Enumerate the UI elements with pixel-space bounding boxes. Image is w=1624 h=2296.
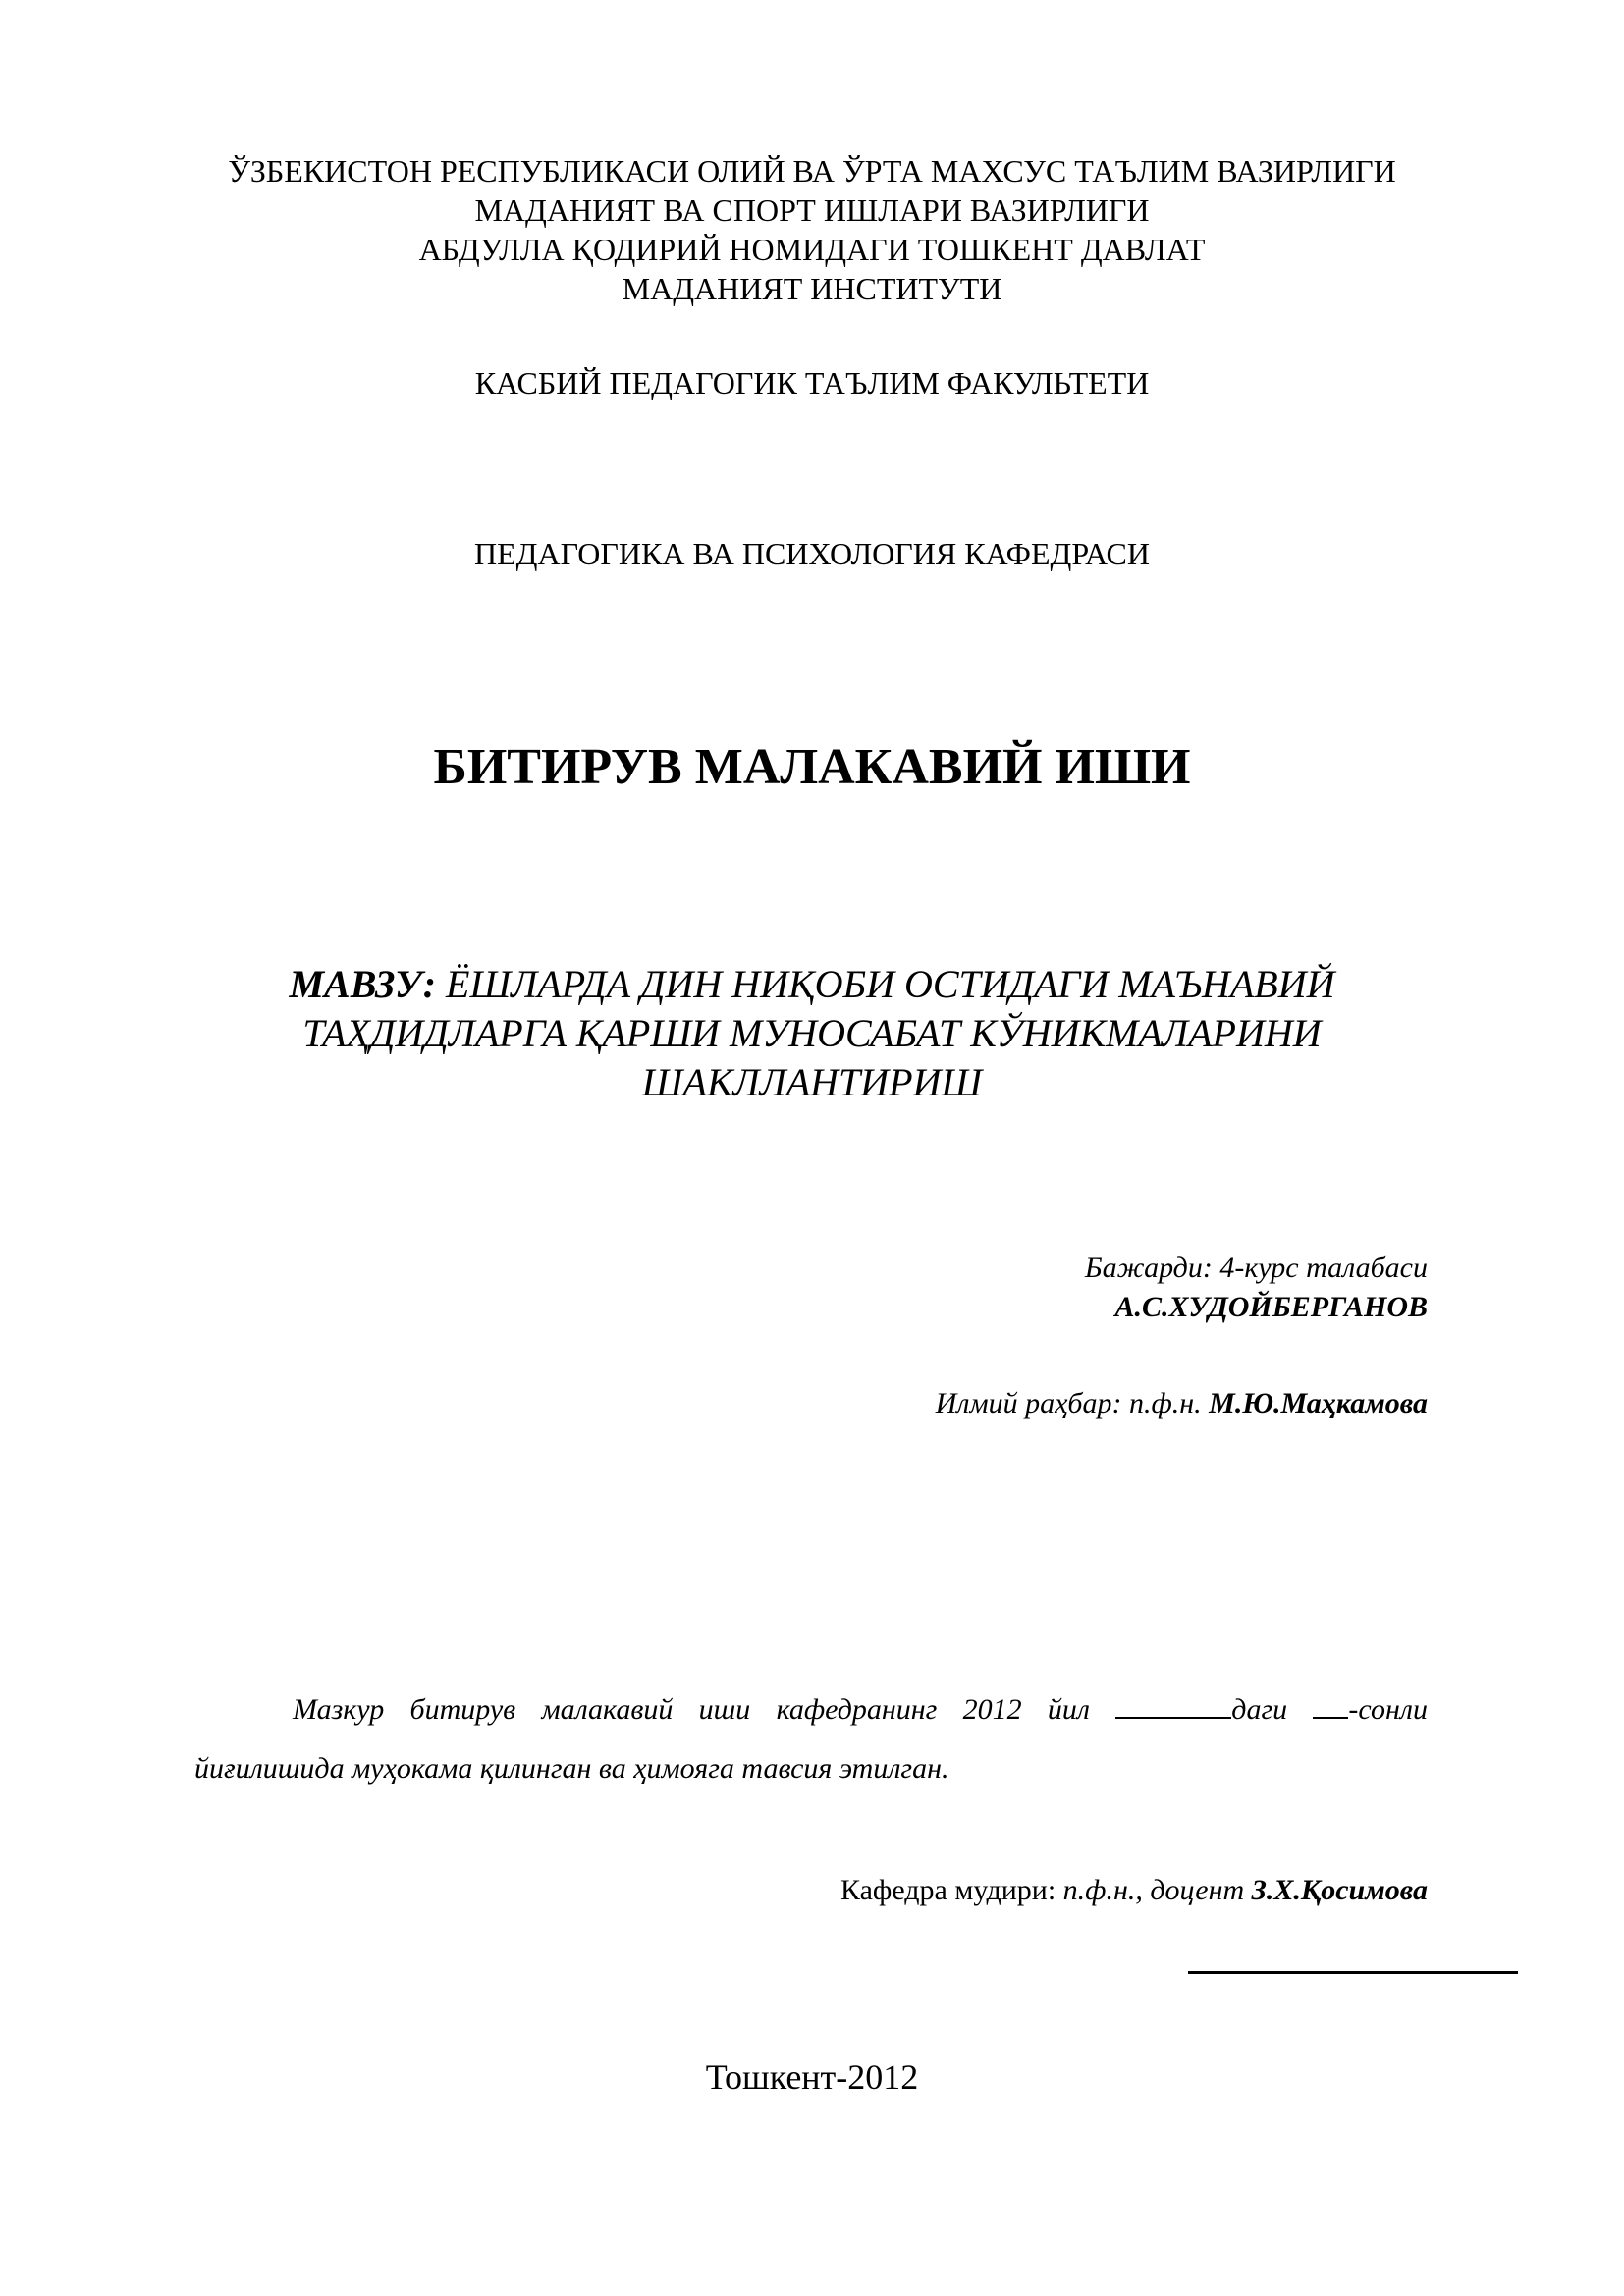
approval-word: -сонли <box>1348 1693 1428 1726</box>
approval-word: Мазкур <box>293 1693 385 1726</box>
document-title: БИТИРУВ МАЛАКАВИЙ ИШИ <box>433 739 1191 795</box>
approval-word: йил <box>1047 1693 1090 1726</box>
institute-line-2: МАДАНИЯТ ИНСТИТУТИ <box>622 271 1002 306</box>
approval-word: битирув <box>409 1693 516 1726</box>
author-name: А.С.ХУДОЙБЕРГАНОВ <box>1114 1291 1428 1323</box>
topic-label: МАВЗУ: <box>289 962 437 1006</box>
head-title: п.ф.н., доцент <box>1062 1874 1245 1906</box>
date-blank <box>1115 1687 1231 1719</box>
ministry-line-1: ЎЗБЕКИСТОН РЕСПУБЛИКАСИ ОЛИЙ ВА ЎРТА МАХСУС ТАЪЛИМ ВАЗИРЛИГИ <box>228 153 1396 188</box>
number-blank <box>1313 1687 1348 1719</box>
topic-text-1: ЁШЛАРДА ДИН НИҚОБИ ОСТИДАГИ МАЪНАВИЙ <box>436 962 1335 1006</box>
institute-line-1: АБДУЛЛА ҚОДИРИЙ НОМИДАГИ ТОШКЕНТ ДАВЛАТ <box>418 232 1206 267</box>
department-name: ПЕДАГОГИКА ВА ПСИХОЛОГИЯ КАФЕДРАСИ <box>474 536 1150 571</box>
approval-word: иши <box>698 1693 751 1726</box>
topic-line-3: ШАКЛЛАНТИРИШ <box>641 1060 983 1104</box>
date-blank-group <box>1115 1681 1287 1739</box>
supervisor-line <box>936 1384 1428 1423</box>
city-year: Тошкент-2012 <box>705 2057 919 2097</box>
approval-line-1 <box>194 1681 1428 1739</box>
supervisor-name: М.Ю.Маҳкамова <box>1209 1387 1428 1419</box>
approval-line-2: йиғилишида муҳокама қилинган ва ҳимояга тавсия этилган. <box>194 1752 949 1785</box>
supervisor-label: Илмий раҳбар: п.ф.н. <box>935 1387 1202 1419</box>
approval-paragraph <box>194 1681 1428 1798</box>
signature-line <box>1188 1971 1518 1974</box>
approval-word: 2012 <box>962 1693 1022 1726</box>
approval-word: даги <box>1231 1693 1288 1726</box>
approval-word: малакавий <box>541 1693 674 1726</box>
approval-word: кафедранинг <box>776 1693 938 1726</box>
topic-line-2: ТАҲДИДЛАРГА ҚАРШИ МУНОСАБАТ КЎНИКМАЛАРИНИ <box>302 1011 1322 1055</box>
head-name: З.Х.Қосимова <box>1251 1874 1428 1906</box>
topic-line-1 <box>0 960 1624 1009</box>
faculty-name: КАСБИЙ ПЕДАГОГИК ТАЪЛИМ ФАКУЛЬТЕТИ <box>474 365 1150 400</box>
author-label: Бажарди: 4-курс талабаси <box>1084 1252 1428 1284</box>
number-blank-group <box>1313 1681 1428 1739</box>
ministry-line-2: МАДАНИЯТ ВА СПОРТ ИШЛАРИ ВАЗИРЛИГИ <box>474 192 1150 228</box>
head-label: Кафедра мудири: <box>839 1874 1056 1906</box>
head-of-department-line <box>840 1871 1428 1910</box>
